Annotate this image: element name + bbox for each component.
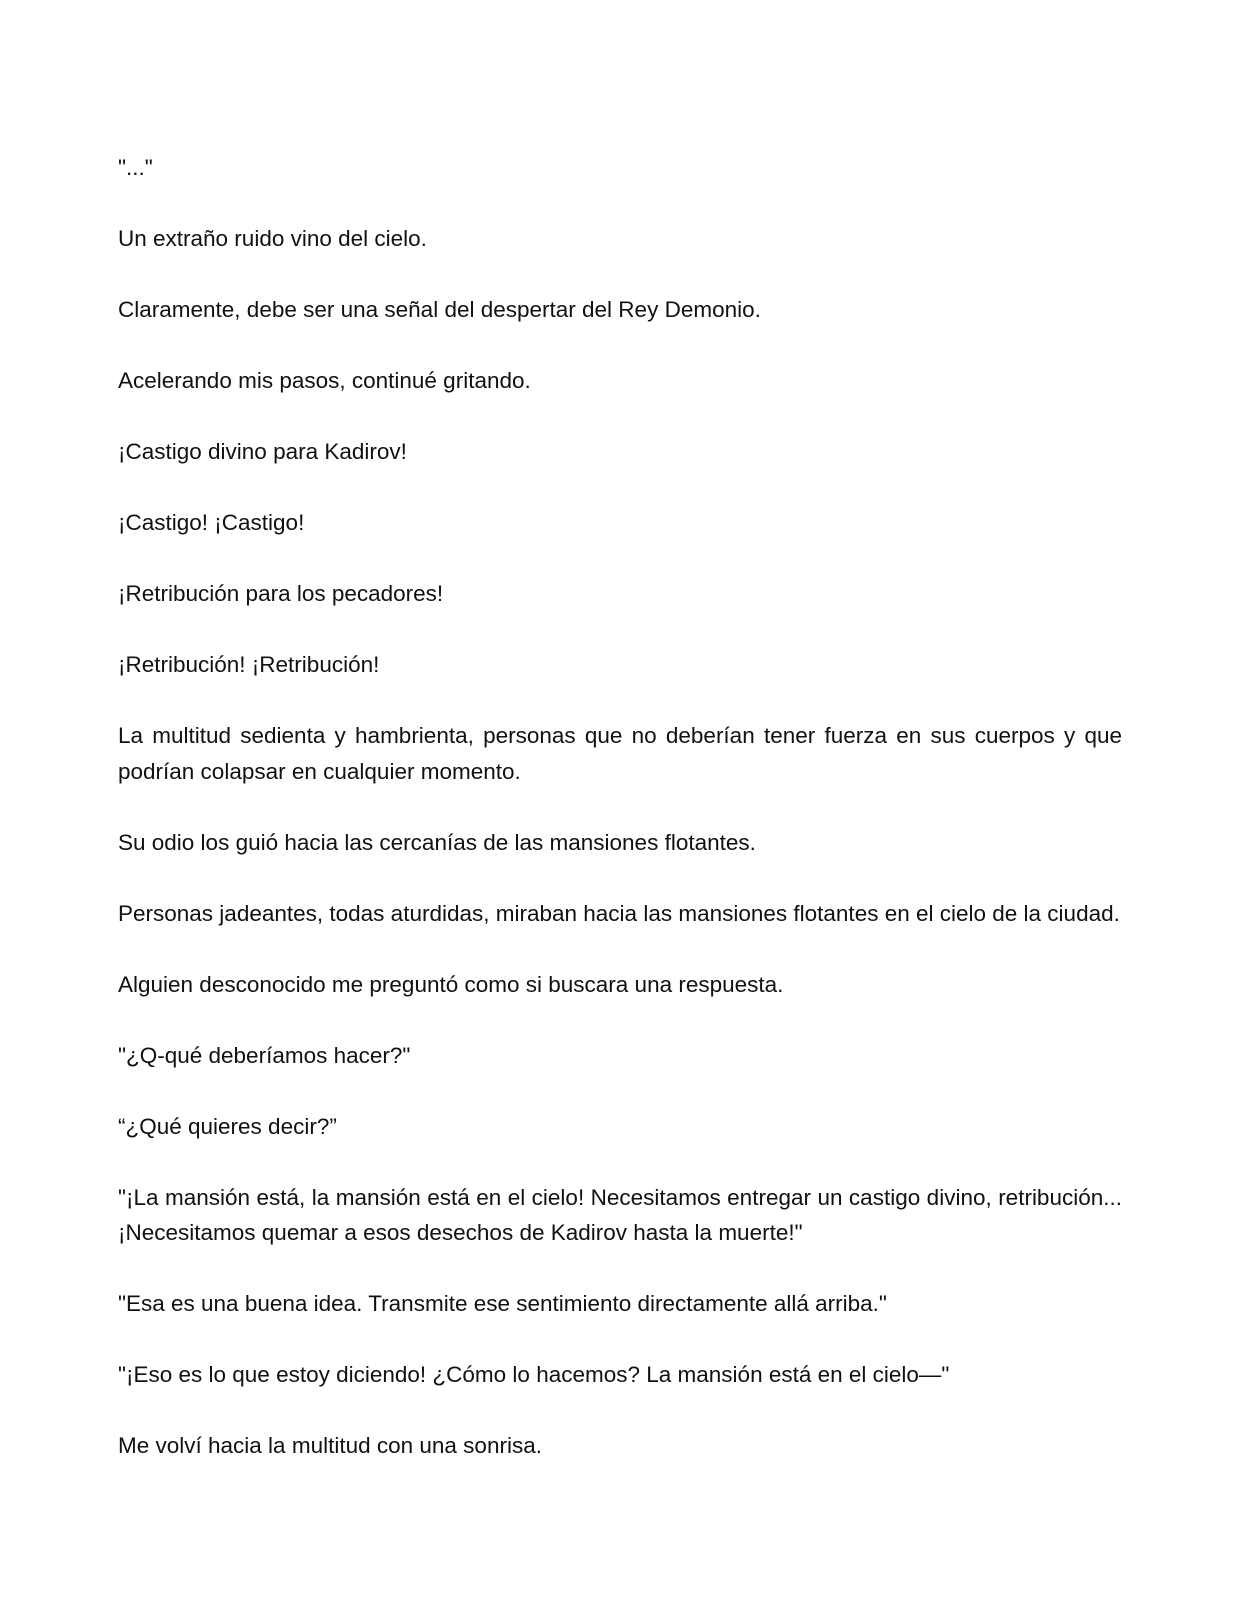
paragraph: "Esa es una buena idea. Transmite ese sentimiento directamente allá arriba.": [118, 1291, 887, 1316]
paragraph: ¡Retribución para los pecadores!: [118, 581, 444, 606]
paragraph: ¡Castigo! ¡Castigo!: [118, 510, 305, 535]
paragraph: “¿Qué quieres decir?”: [118, 1113, 337, 1139]
paragraph: Me volví hacia la multitud con una sonrisa.: [118, 1433, 542, 1458]
paragraph: "¡Eso es lo que estoy diciendo! ¿Cómo lo hacemos? La mansión está en el cielo—": [118, 1362, 950, 1387]
document-body: [118, 150, 1122, 1499]
paragraph: ¡Retribución! ¡Retribución!: [118, 652, 380, 677]
paragraph: "...": [118, 155, 153, 180]
paragraph: "¡La mansión está, la mansión está en el cielo! Necesitamos entregar un castigo divino, retribución... ¡Necesitamos quemar a esos desechos de Kadirov hasta la muerte!": [118, 1184, 1122, 1245]
paragraph: Alguien desconocido me preguntó como si buscara una respuesta.: [118, 971, 784, 997]
paragraph: La multitud sedienta y hambrienta, personas que no deberían tener fuerza en sus cuerpos y que podrían colapsar en cualquier momento.: [118, 723, 1122, 784]
paragraph: ¡Castigo divino para Kadirov!: [118, 439, 407, 464]
paragraph: "¿Q-qué deberíamos hacer?": [118, 1042, 411, 1068]
paragraph: Un extraño ruido vino del cielo.: [118, 226, 427, 251]
paragraph: Claramente, debe ser una señal del despertar del Rey Demonio.: [118, 297, 761, 322]
paragraph: Acelerando mis pasos, continué gritando.: [118, 368, 531, 393]
paragraph: Su odio los guió hacia las cercanías de las mansiones flotantes.: [118, 829, 756, 855]
paragraph: Personas jadeantes, todas aturdidas, miraban hacia las mansiones flotantes en el cielo de la ciudad.: [118, 900, 1120, 926]
